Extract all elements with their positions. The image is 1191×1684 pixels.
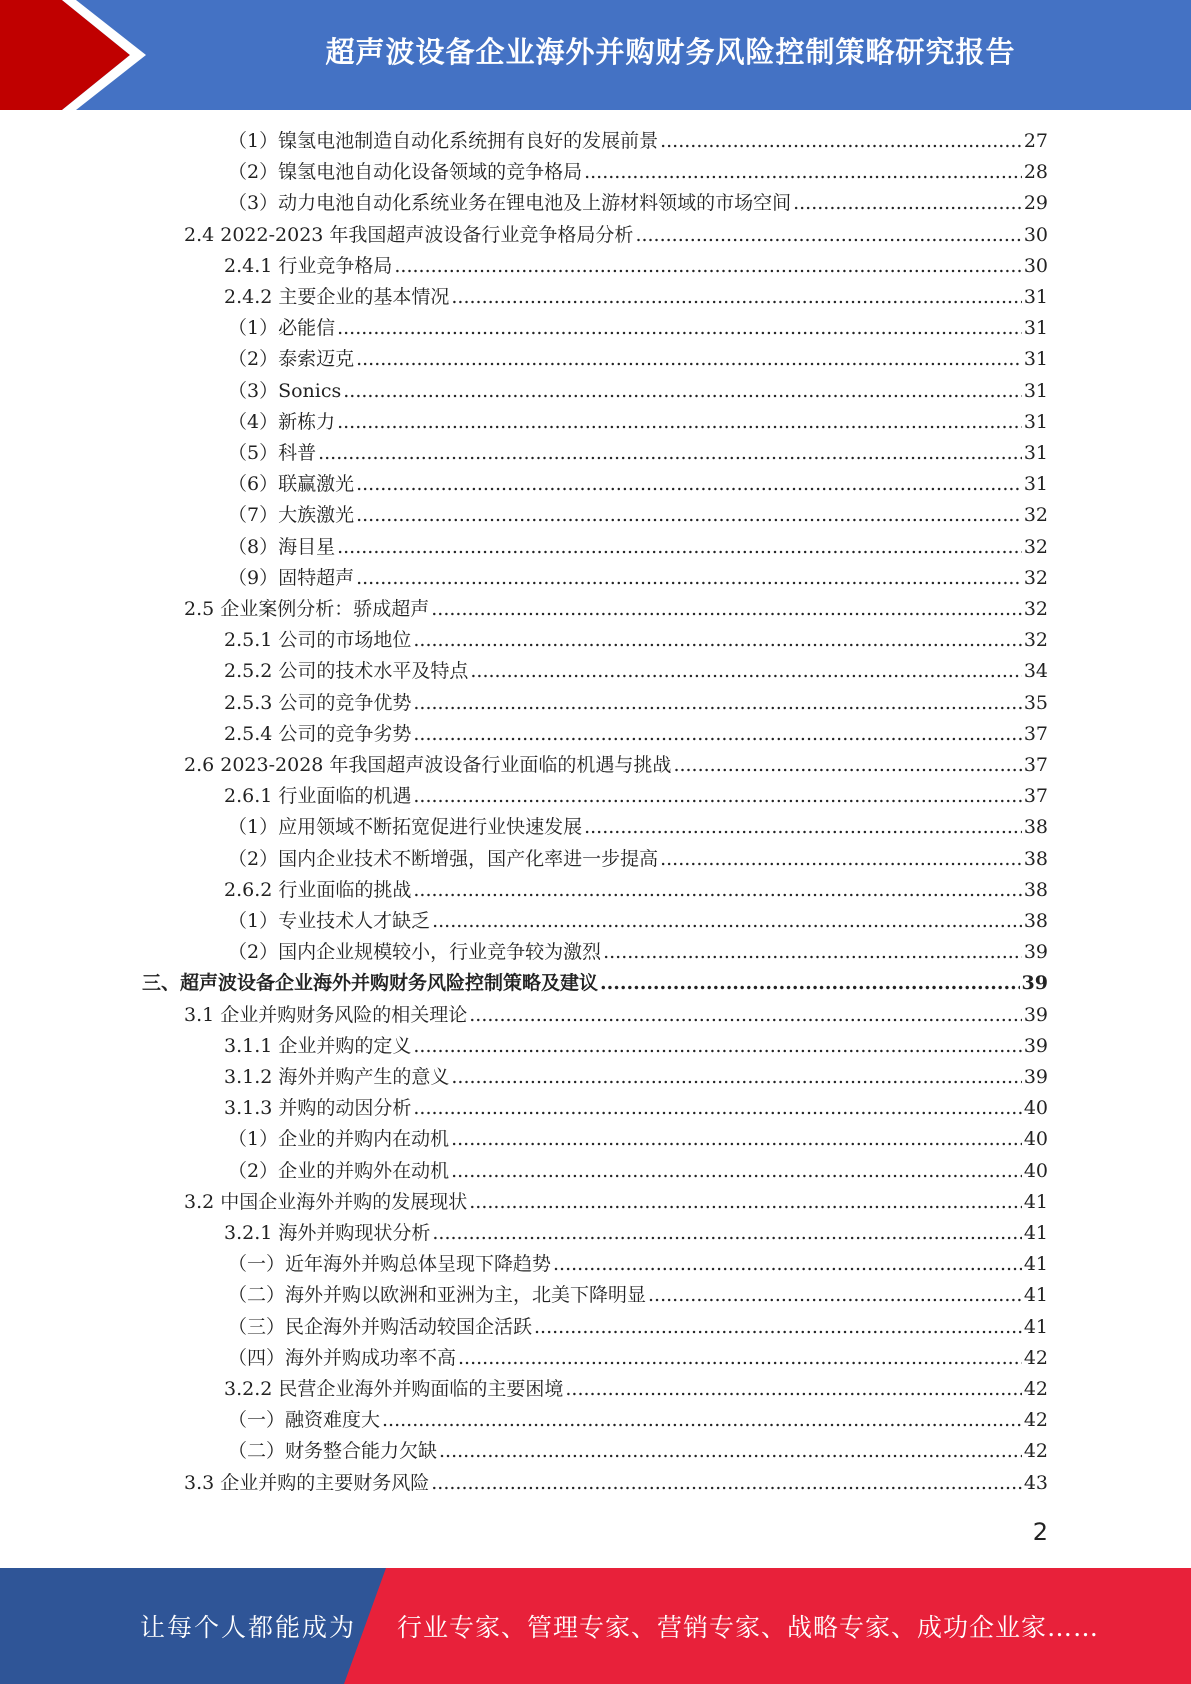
toc-entry-title: （3）Sonics: [228, 379, 342, 402]
toc-dot-leader: [660, 844, 1022, 875]
toc-dot-leader: [413, 719, 1021, 750]
toc-entry-title: （4）新栋力: [228, 410, 336, 433]
toc-entry-page: 32: [1023, 598, 1048, 620]
toc-dot-leader: [413, 1031, 1021, 1062]
toc-entry-title: 2.6.2 行业面临的挑战: [224, 878, 412, 901]
toc-entry-page: 40: [1023, 1097, 1048, 1120]
toc-entry[interactable]: [224, 719, 1048, 750]
toc-entry[interactable]: [224, 251, 1048, 282]
toc-entry-title: （2）国内企业规模较小，行业竞争较为激烈: [228, 941, 602, 964]
footer-slogan-right: 行业专家、管理专家、营销专家、战略专家、成功企业家……: [397, 1613, 1100, 1642]
toc-entry-title: 2.5.4 公司的竞争劣势: [224, 722, 412, 745]
toc-dot-leader: [451, 1062, 1021, 1093]
toc-entry-title: 2.5 企业案例分析：骄成超声: [184, 598, 430, 620]
toc-entry-title: （8）海目星: [228, 535, 336, 558]
toc-entry-title: （6）联赢激光: [228, 473, 355, 496]
toc-entry-title: （5）科普: [228, 442, 317, 464]
toc-entry-page: 41: [1023, 1315, 1048, 1338]
toc-entry-page: 41: [1023, 1190, 1048, 1213]
toc-entry-page: 40: [1023, 1159, 1048, 1182]
toc-entry-title: （1）应用领域不断拓宽促进行业快速发展: [228, 816, 583, 839]
toc-dot-leader: [318, 438, 1022, 469]
toc-entry-page: 31: [1023, 286, 1048, 308]
toc-dot-leader: [337, 532, 1022, 563]
page-header: [0, 0, 1191, 110]
toc-entry-page: 39: [1023, 1034, 1048, 1057]
toc-entry-title: 3.2.1 海外并购现状分析: [224, 1222, 431, 1244]
toc-entry[interactable]: [224, 625, 1048, 656]
toc-entry[interactable]: [224, 1374, 1048, 1405]
toc-entry[interactable]: [224, 1093, 1048, 1124]
toc-entry[interactable]: [224, 656, 1048, 687]
toc-entry-title: （1）企业的并购内在动机: [228, 1128, 450, 1151]
toc-entry-page: 43: [1023, 1471, 1048, 1494]
toc-entry[interactable]: [228, 1280, 1048, 1311]
toc-entry-title: （2）泰索迈克: [228, 348, 355, 371]
toc-entry[interactable]: [228, 812, 1048, 843]
toc-entry[interactable]: [228, 407, 1048, 438]
toc-entry-page: 32: [1023, 504, 1048, 527]
toc-entry-title: （二）海外并购以欧洲和亚洲为主，北美下降明显: [228, 1284, 647, 1307]
toc-entry-title: （一）融资难度大: [228, 1409, 381, 1432]
toc-dot-leader: [469, 1187, 1022, 1218]
toc-entry[interactable]: [228, 469, 1048, 500]
toc-entry[interactable]: [228, 438, 1048, 469]
toc-dot-leader: [356, 469, 1022, 500]
toc-entry-title: 2.5.3 公司的竞争优势: [224, 691, 412, 714]
toc-entry[interactable]: [184, 1000, 1048, 1031]
toc-dot-leader: [635, 220, 1021, 251]
toc-entry-page: 42: [1023, 1440, 1048, 1463]
toc-entry[interactable]: [228, 344, 1048, 375]
toc-entry[interactable]: [228, 906, 1048, 937]
toc-entry[interactable]: [184, 750, 1048, 781]
toc-entry-page: 38: [1023, 878, 1048, 901]
toc-entry-title: 3.2.2 民营企业海外并购面临的主要困境: [224, 1378, 564, 1400]
toc-entry-title: （2）镍氢电池自动化设备领域的竞争格局: [228, 161, 583, 184]
toc-entry[interactable]: [228, 844, 1048, 875]
toc-entry[interactable]: [228, 1436, 1048, 1467]
toc-dot-leader: [584, 812, 1022, 843]
toc-entry-page: 40: [1023, 1128, 1048, 1151]
toc-dot-leader: [432, 906, 1022, 937]
toc-dot-leader: [451, 1156, 1022, 1187]
toc-entry[interactable]: [228, 126, 1048, 157]
toc-entry[interactable]: [228, 1124, 1048, 1155]
toc-entry-page: 41: [1023, 1284, 1048, 1307]
toc-entry-title: 3.1.1 企业并购的定义: [224, 1034, 412, 1057]
toc-entry-page: 31: [1023, 442, 1048, 464]
toc-entry[interactable]: [224, 688, 1048, 719]
toc-entry-title: （三）民企海外并购活动较国企活跃: [228, 1315, 533, 1338]
toc-entry-page: 30: [1023, 254, 1048, 277]
footer-slogan-left: 让每个人都能成为: [140, 1613, 357, 1642]
toc-entry[interactable]: [184, 1187, 1048, 1218]
toc-entry[interactable]: [228, 1343, 1048, 1374]
toc-entry-title: 3.3 企业并购的主要财务风险: [184, 1471, 430, 1494]
toc-entry-title: （1）必能信: [228, 317, 336, 340]
toc-entry-title: （四）海外并购成功率不高: [228, 1346, 457, 1369]
toc-entry-title: （2）国内企业技术不断增强，国产化率进一步提高: [228, 847, 659, 870]
toc-entry-page: 29: [1023, 192, 1048, 215]
toc-entry-title: 2.5.2 公司的技术水平及特点: [224, 660, 469, 683]
toc-entry-page: 42: [1023, 1346, 1048, 1369]
toc-entry-page: 39: [1023, 941, 1048, 964]
toc-entry[interactable]: [184, 220, 1048, 251]
toc-entry-page: 31: [1023, 410, 1048, 433]
toc-entry[interactable]: [224, 1031, 1048, 1062]
toc-entry[interactable]: [228, 157, 1048, 188]
header-arrow-decoration: [0, 0, 160, 110]
toc-entry-page: 32: [1023, 629, 1048, 652]
toc-entry-title: 3.2 中国企业海外并购的发展现状: [184, 1190, 468, 1213]
toc-dot-leader: [565, 1374, 1021, 1405]
toc-dot-leader: [451, 282, 1021, 313]
toc-entry[interactable]: [228, 1249, 1048, 1280]
toc-entry-page: 41: [1023, 1253, 1048, 1276]
toc-dot-leader: [660, 126, 1022, 157]
toc-entry-title: 2.4.2 主要企业的基本情况: [224, 286, 450, 308]
toc-entry-page: 30: [1023, 223, 1048, 246]
toc-entry-title: （二）财务整合能力欠缺: [228, 1440, 438, 1463]
toc-dot-leader: [413, 688, 1021, 719]
toc-entry[interactable]: [228, 1312, 1048, 1343]
toc-entry-page: 38: [1023, 847, 1048, 870]
toc-entry-page: 41: [1023, 1222, 1048, 1244]
toc-entry-title: 3.1 企业并购财务风险的相关理论: [184, 1003, 468, 1026]
toc-dot-leader: [394, 251, 1021, 282]
toc-dot-leader: [470, 656, 1021, 687]
toc-dot-leader: [458, 1343, 1022, 1374]
toc-entry-page: 42: [1023, 1378, 1048, 1400]
toc-entry-title: 2.6.1 行业面临的机遇: [224, 785, 412, 808]
toc-entry-title: 2.6 2023-2028 年我国超声波设备行业面临的机遇与挑战: [184, 754, 672, 776]
toc-dot-leader: [584, 157, 1022, 188]
toc-dot-leader: [413, 875, 1021, 906]
toc-entry[interactable]: [142, 968, 1048, 999]
toc-entry-page: 28: [1023, 161, 1048, 184]
toc-entry-title: 3.1.3 并购的动因分析: [224, 1097, 412, 1120]
toc-dot-leader: [343, 376, 1022, 407]
toc-entry-title: （7）大族激光: [228, 504, 355, 527]
toc-entry[interactable]: [228, 376, 1048, 407]
toc-entry-page: 37: [1023, 785, 1048, 808]
toc-dot-leader: [413, 1093, 1021, 1124]
toc-entry-page: 32: [1023, 566, 1048, 589]
toc-entry-page: 34: [1023, 660, 1048, 683]
toc-entry-page: 31: [1023, 317, 1048, 340]
toc-dot-leader: [432, 1218, 1021, 1249]
toc-entry-page: 39: [1023, 1066, 1048, 1088]
toc-dot-leader: [337, 313, 1022, 344]
toc-entry[interactable]: [228, 937, 1048, 968]
toc-entry-page: 31: [1023, 473, 1048, 496]
toc-dot-leader: [356, 500, 1022, 531]
toc-entry[interactable]: [224, 875, 1048, 906]
toc-dot-leader: [356, 563, 1022, 594]
toc-entry-page: 32: [1023, 535, 1048, 558]
toc-entry-title: 3.1.2 海外并购产生的意义: [224, 1066, 450, 1088]
toc-entry-title: （9）固特超声: [228, 566, 355, 589]
toc-entry-title: 2.4 2022-2023 年我国超声波设备行业竞争格局分析: [184, 223, 634, 246]
toc-dot-leader: [793, 188, 1022, 219]
toc-entry[interactable]: [224, 781, 1048, 812]
toc-entry-title: 2.5.1 公司的市场地位: [224, 629, 412, 652]
toc-entry[interactable]: [228, 563, 1048, 594]
toc-entry-title: （2）企业的并购外在动机: [228, 1159, 450, 1182]
toc-entry-page: 37: [1023, 754, 1048, 776]
toc-dot-leader: [553, 1249, 1022, 1280]
toc-entry[interactable]: [228, 1405, 1048, 1436]
toc-entry-title: 三、超声波设备企业海外并购财务风险控制策略及建议: [142, 972, 599, 995]
toc-entry-title: （1）镍氢电池制造自动化系统拥有良好的发展前景: [228, 130, 659, 152]
page-number: 2: [1032, 1518, 1048, 1546]
toc-entry-page: 38: [1023, 816, 1048, 839]
toc-dot-leader: [382, 1405, 1022, 1436]
toc-dot-leader: [337, 407, 1022, 438]
toc-entry-page: 39: [1023, 1003, 1048, 1026]
toc-dot-leader: [673, 750, 1021, 781]
toc-dot-leader: [413, 625, 1021, 656]
toc-dot-leader: [431, 1468, 1022, 1499]
toc-entry[interactable]: [184, 594, 1048, 625]
toc-entry-title: 2.4.1 行业竞争格局: [224, 254, 393, 277]
toc-entry-page: 37: [1023, 722, 1048, 745]
toc-entry[interactable]: [228, 532, 1048, 563]
toc-dot-leader: [469, 1000, 1022, 1031]
toc-entry-page: 39: [1021, 972, 1048, 995]
toc-entry[interactable]: [224, 1062, 1048, 1093]
toc-dot-leader: [451, 1124, 1022, 1155]
toc-entry-page: 31: [1023, 348, 1048, 371]
toc-entry-title: （一）近年海外并购总体呈现下降趋势: [228, 1253, 552, 1276]
page-footer: [0, 1568, 1191, 1684]
toc-entry[interactable]: [224, 1218, 1048, 1249]
toc-entry[interactable]: [228, 500, 1048, 531]
toc-entry-page: 42: [1023, 1409, 1048, 1432]
toc-dot-leader: [603, 937, 1022, 968]
toc-dot-leader: [534, 1312, 1022, 1343]
toc-entry[interactable]: [228, 188, 1048, 219]
report-title: 超声波设备企业海外并购财务风险控制策略研究报告: [325, 34, 1016, 69]
toc-entry-page: 38: [1023, 910, 1048, 932]
toc-dot-leader: [431, 594, 1022, 625]
toc-dot-leader: [356, 344, 1022, 375]
toc-entry-title: （3）动力电池自动化系统业务在锂电池及上游材料领域的市场空间: [228, 192, 792, 215]
toc-entry-title: （1）专业技术人才缺乏: [228, 910, 431, 932]
toc-entry[interactable]: [224, 282, 1048, 313]
toc-dot-leader: [600, 968, 1020, 999]
toc-dot-leader: [648, 1280, 1022, 1311]
toc-entry[interactable]: [184, 1468, 1048, 1499]
toc-entry[interactable]: [228, 313, 1048, 344]
toc-entry[interactable]: [228, 1156, 1048, 1187]
toc-entry-page: 31: [1023, 379, 1048, 402]
toc-entry-page: 35: [1023, 691, 1048, 714]
toc-dot-leader: [413, 781, 1021, 812]
toc-entry-page: 27: [1023, 130, 1048, 152]
toc-dot-leader: [439, 1436, 1022, 1467]
